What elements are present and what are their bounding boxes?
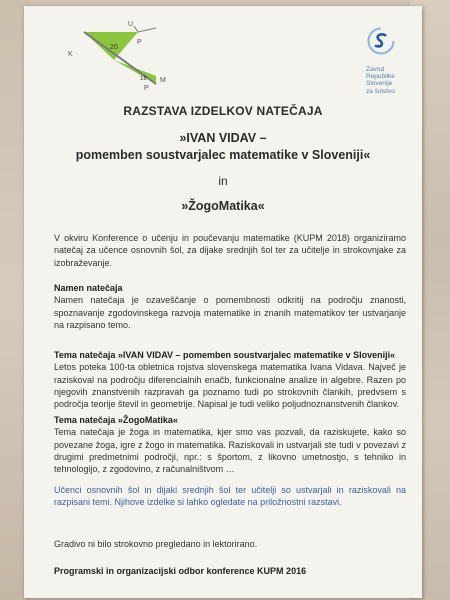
section-purpose-text: Namen natečaja je ozaveščanje o pomembnosti odkritij na področju znanosti, spoznavanje zgodovinskega razvoja matematike in znanih matematikov ter ustvarjanje na razpisano temo. — [54, 295, 406, 330]
conjunction-in: in — [218, 174, 228, 188]
paper-sheet — [24, 6, 422, 598]
exhibition-note: Učenci osnovnih šol in dijaki srednjih šol ter učitelji so ustvarjali in raziskovali na razpisani temi. Njihove izdelke si lahko ogledate na priložnostni razstavi. — [54, 485, 406, 508]
logo-letter-m: M — [160, 77, 166, 84]
contest-title-vidav: »IVAN VIDAV – pomemben soustvarjalec matematike v Sloveniji« — [75, 131, 371, 162]
logo-letter-k: K — [68, 51, 73, 58]
section-theme-vidav-title: Tema natečaja »IVAN VIDAV – pomemben soustvarjalec matematike v Sloveniji« — [54, 350, 396, 360]
logo-letter-u: U — [128, 21, 134, 28]
zrss-emblem-icon — [366, 26, 396, 56]
committee-signature: Programski in organizacijski odbor konference KUPM 2016 — [54, 566, 307, 576]
logo-number-bottom: 18 — [140, 76, 147, 82]
contest-title-zogomatika: »ŽogoMatika« — [181, 199, 265, 213]
review-disclaimer: Gradivo ni bilo strokovno pregledano in lektorirano. — [54, 539, 258, 549]
section-theme-zogomatika-text: Tema natečaja je žoga in matematika, kjer smo vas pozvali, da raziskujete, kako so povezane žoga, igre z žogo in matematika. Raziskovali in ustvarjali ste tudi v povezavi z drugimi predmetnimi področji, npr.: s športom, z likovno umetnostjo, s tehniko in tehnologijo, z zgodovino, z računalništvom … — [54, 427, 406, 475]
section-theme-vidav — [54, 349, 406, 410]
kupm-logo-icon — [64, 20, 174, 90]
section-theme-zogomatika-title: Tema natečaja »ŽogoMatika« — [54, 415, 178, 425]
section-theme-vidav-text: Letos poteka 100-ta obletnica rojstva slovenskega matematika Ivana Vidava. Največ je raziskoval na področju diferencialnih enačb, funkcionalne analize in algebre. Razen po njegovih znanstvenih razpravah ga poznamo tudi po strokovnih člankih, predvsem s področja teorije števil in geometrije. Napisal je tudi veliko poljudnoznanstvenih člankov. — [54, 362, 406, 410]
logo-letter-p-top: P — [137, 39, 142, 46]
logo-letter-p-bottom: P — [144, 85, 149, 90]
section-theme-zogomatika — [54, 414, 406, 475]
document-title: RAZSTAVA IZDELKOV NATEČAJA — [123, 104, 323, 118]
section-purpose-title: Namen natečaja — [54, 283, 123, 293]
intro-paragraph: V okviru Konference o učenju in poučevanju matematike (KUPM 2018) organiziramo natečaj za učence osnovnih šol, za dijake srednjih šol ter za učitelje in strokovnjake za izobraževanje. — [54, 233, 406, 268]
section-purpose — [54, 282, 406, 331]
zrss-org-name: Zavod Republike Slovenije za šolstvo — [366, 66, 395, 95]
logo-number-top: 20 — [110, 44, 118, 51]
zrss-logo — [354, 26, 424, 114]
